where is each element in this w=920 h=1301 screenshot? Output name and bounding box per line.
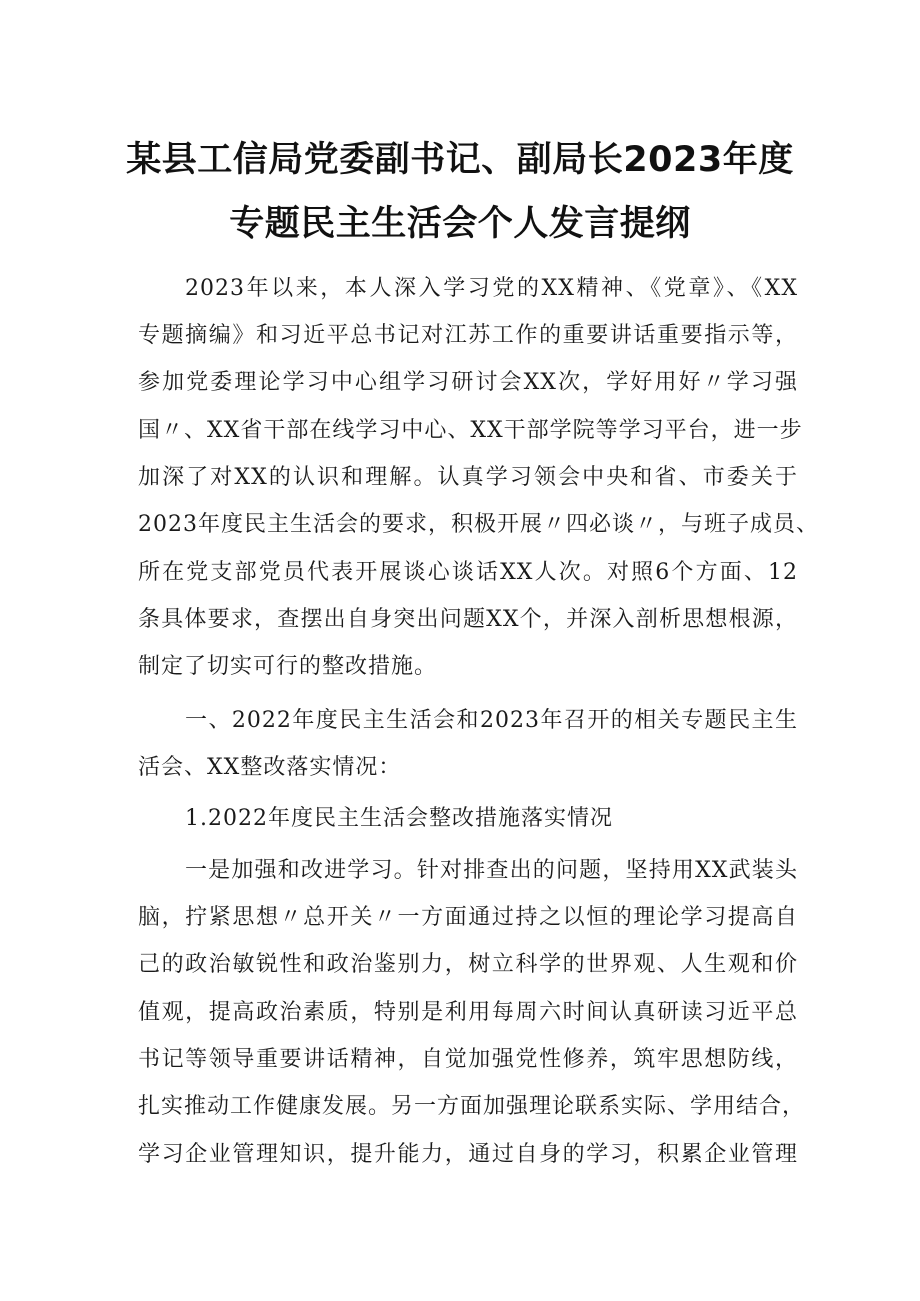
paragraph-line: 书记等领导重要讲话精神，自觉加强党性修养，筑牢思想防线， [138,1047,798,1072]
paragraph-line: 国〃、XX省干部在线学习中心、XX干部学院等学习平台，进一步 [138,418,803,443]
paragraph-line: 2023年以来，本人深入学习党的XX精神、《党章》、《XX [185,276,798,301]
paragraph-line: 一是加强和改进学习。针对排查出的问题，坚持用XX武装头 [185,858,798,883]
section-heading-line: 活会、XX整改落实情况： [138,755,402,780]
paragraph-line: 所在党支部党员代表开展谈心谈话XX人次。对照6个方面、12 [138,560,798,585]
paragraph-line: 制定了切实可行的整改措施。 [138,654,438,679]
paragraph-line: 加深了对XX的认识和理解。认真学习领会中央和省、市委关于 [138,465,798,490]
paragraph-line: 参加党委理论学习中心组学习研讨会XX次，学好用好〃学习强 [138,370,798,395]
paragraph-line: 学习企业管理知识，提升能力，通过自身的学习，积累企业管理 [138,1142,798,1167]
subsection-heading: 1.2022年度民主生活会整改措施落实情况 [185,806,613,831]
paragraph-line: 值观，提高政治素质，特别是利用每周六时间认真研读习近平总 [138,1000,798,1025]
paragraph-line: 扎实推动工作健康发展。另一方面加强理论联系实际、学用结合， [138,1094,806,1119]
paragraph-line: 专题摘编》和习近平总书记对江苏工作的重要讲话重要指示等， [138,323,798,348]
paragraph-line: 己的政治敏锐性和政治鉴别力，树立科学的世界观、人生观和价 [138,952,798,977]
document-title-line-1: 某县工信局党委副书记、副局长2023年度 [126,140,794,180]
section-heading-line: 一、2022年度民主生活会和2023年召开的相关专题民主生 [185,708,798,733]
paragraph-line: 脑，拧紧思想〃总开关〃一方面通过持之以恒的理论学习提高自 [138,905,798,930]
paragraph-line: 2023年度民主生活会的要求，积极开展〃四必谈〃，与班子成员、 [138,512,819,537]
document-title-line-2: 专题民主生活会个人发言提纲 [229,204,691,244]
paragraph-line: 条具体要求，查摆出自身突出问题XX个，并深入剖析思想根源， [138,607,798,632]
